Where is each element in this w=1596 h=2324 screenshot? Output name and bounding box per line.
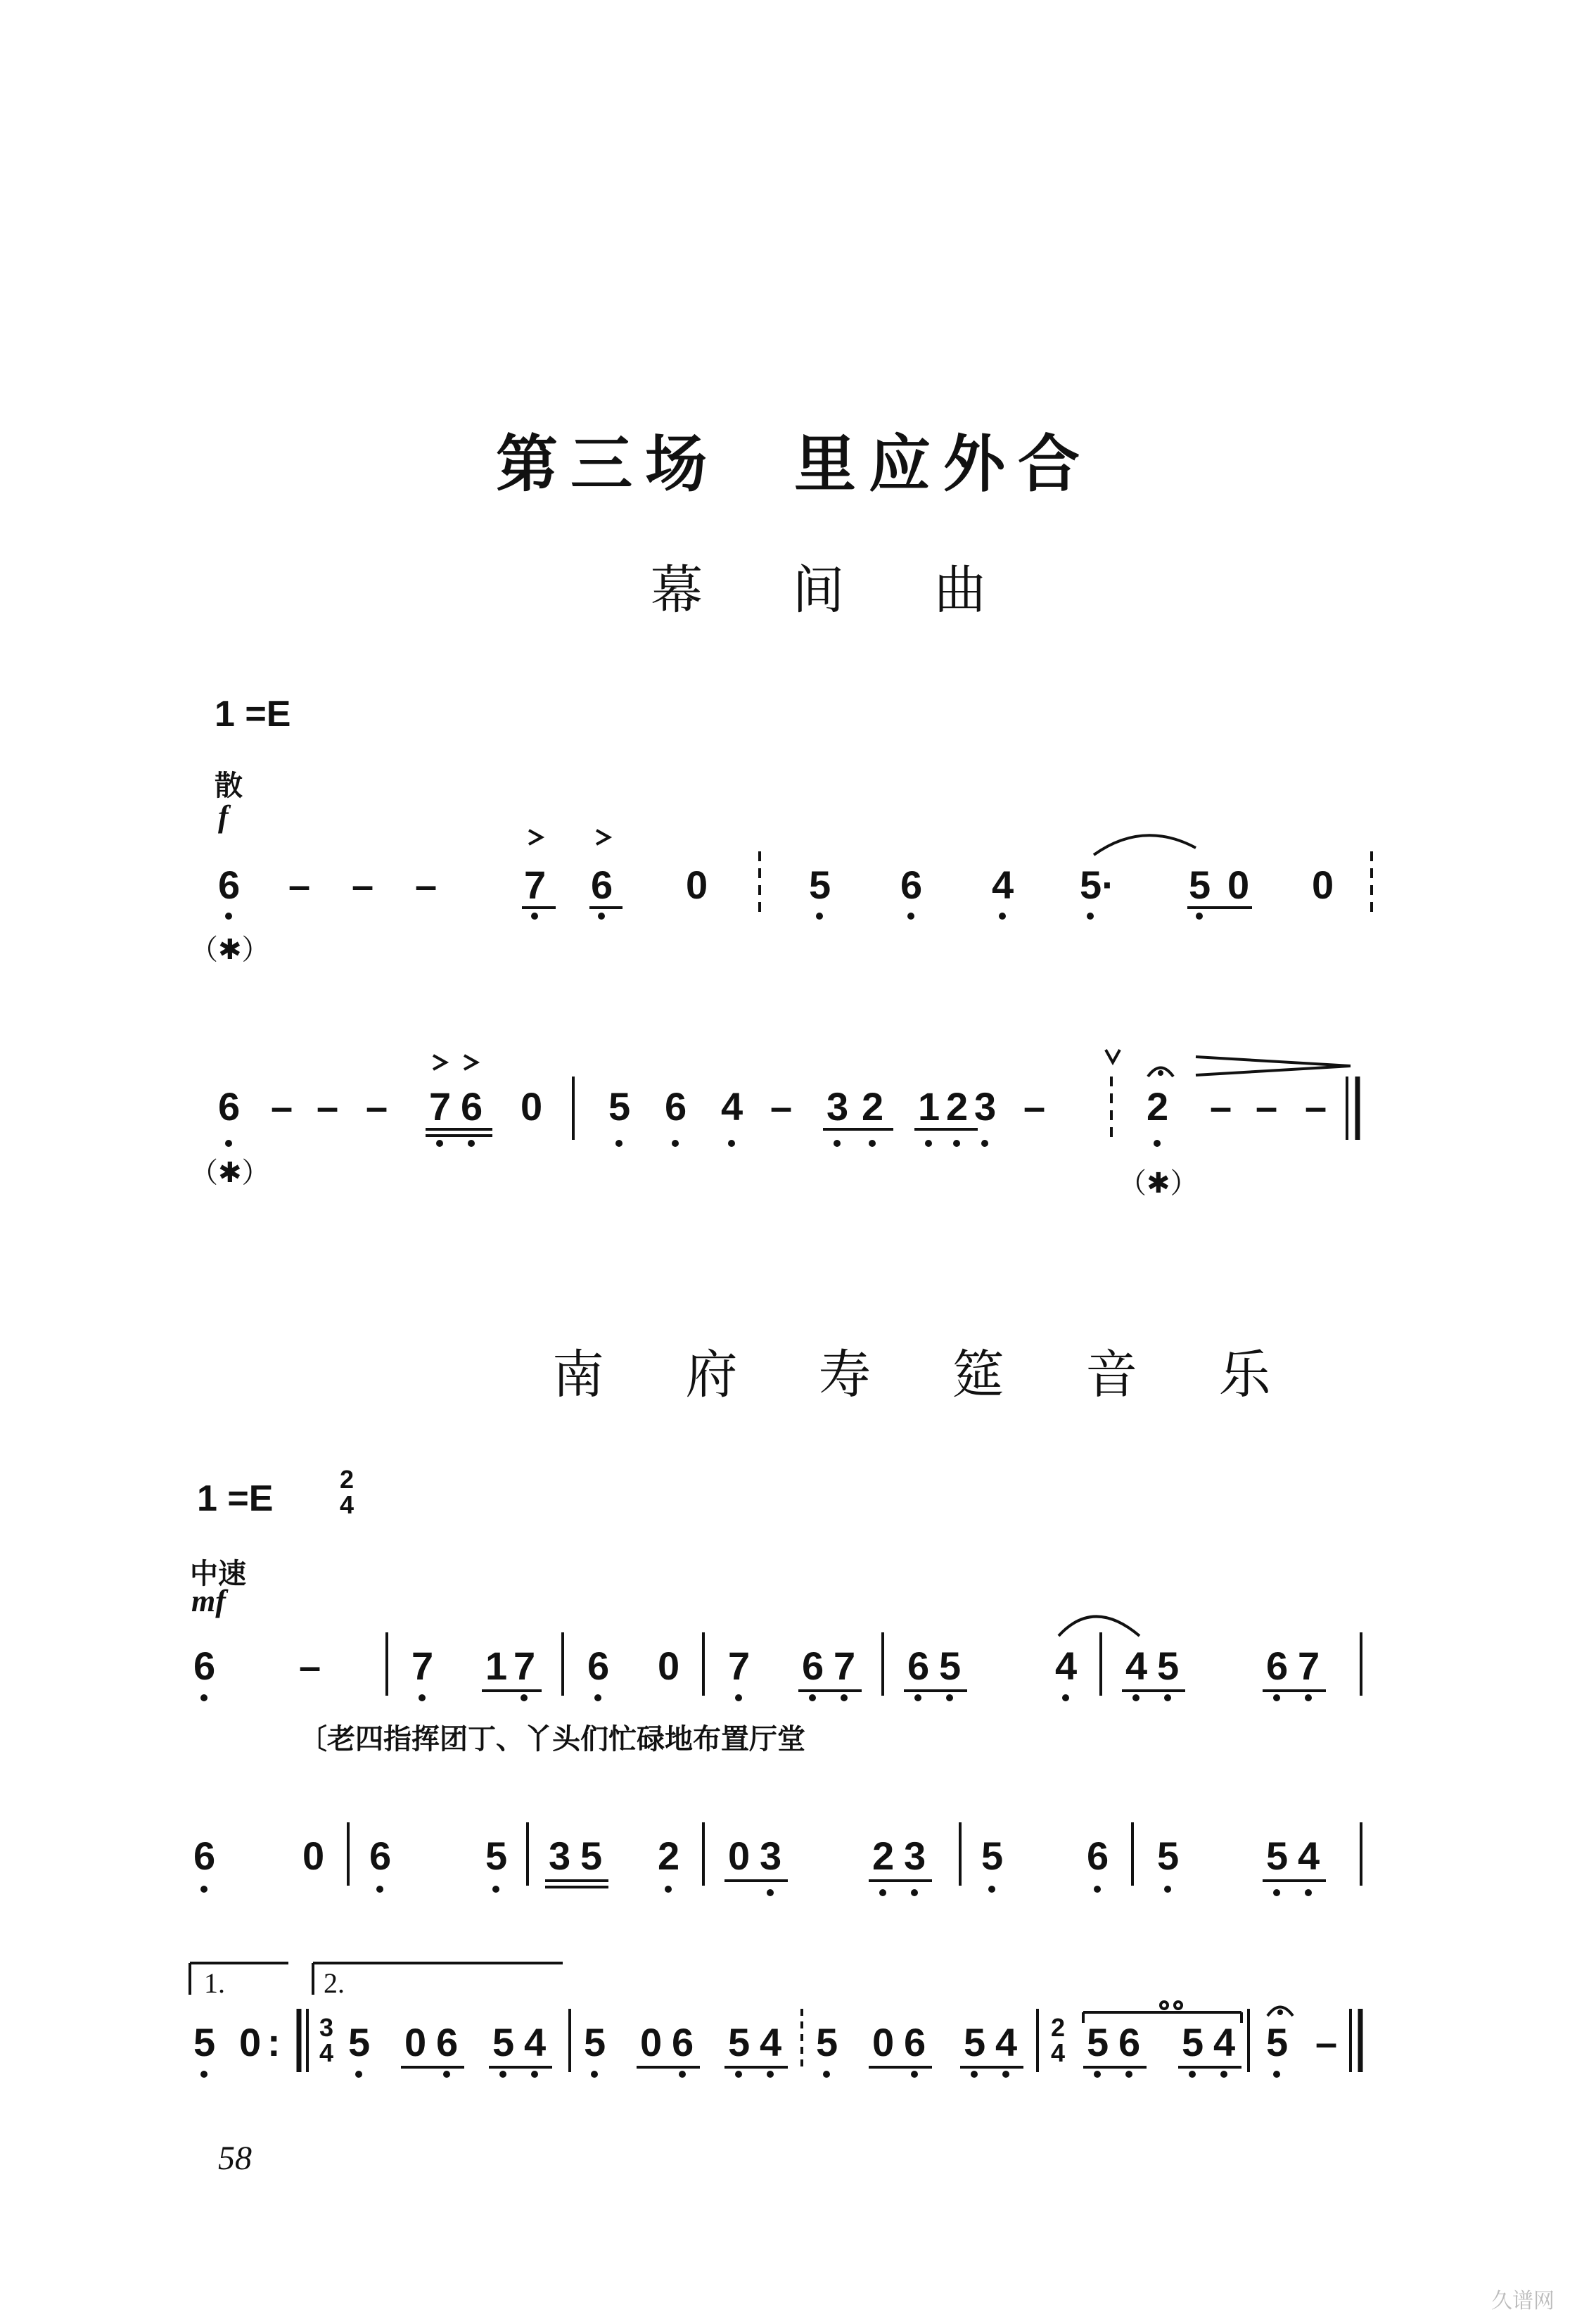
piece1-key: 1 =E — [215, 694, 291, 735]
note: 4 — [992, 863, 1014, 907]
note: 4 — [760, 2020, 782, 2064]
note: 0 — [404, 2020, 427, 2064]
note: – — [1256, 1084, 1278, 1129]
note: – — [299, 1644, 321, 1688]
note: – — [352, 863, 374, 907]
piece1-title: 幕 间 曲 — [651, 560, 1023, 621]
note: 6 — [193, 1834, 216, 1878]
note: 5 — [580, 1834, 603, 1878]
note: 5 — [1182, 2020, 1204, 2064]
note: 4 — [1125, 1644, 1148, 1688]
note: 4 — [995, 2020, 1018, 2064]
note: 6 — [900, 863, 923, 907]
piece2-dynamic: mf — [191, 1584, 226, 1618]
note: 6 — [1266, 1644, 1289, 1688]
note: 6 — [907, 1644, 930, 1688]
piece1-tempo: 散 — [215, 770, 243, 802]
note: 1 — [918, 1084, 940, 1129]
note: 0 — [640, 2020, 663, 2064]
note: 0 — [302, 1834, 325, 1878]
note: – — [288, 863, 311, 907]
note: – — [1315, 2020, 1338, 2064]
note: 6 — [369, 1834, 392, 1878]
note: 7 — [728, 1644, 751, 1688]
note: 5 — [981, 1834, 1004, 1878]
piece2-time-signature: 2 4 — [339, 1465, 355, 1519]
note: – — [415, 863, 438, 907]
note: 5· — [1080, 863, 1115, 907]
note: 6 — [1087, 1834, 1109, 1878]
time-signature-3-4: 3 4 — [319, 2013, 334, 2067]
note: 5 — [1157, 1644, 1180, 1688]
note: 2 — [946, 1084, 969, 1129]
note: – — [1210, 1084, 1232, 1129]
note: 0 — [521, 1084, 543, 1129]
note: 3 — [826, 1084, 849, 1129]
note: 3 — [549, 1834, 571, 1878]
note: 5 — [485, 1834, 508, 1878]
note: : — [267, 2020, 281, 2064]
note: – — [317, 1084, 339, 1129]
note: 4 — [1298, 1834, 1320, 1878]
note: 0 — [686, 863, 708, 907]
note: 6 — [802, 1644, 824, 1688]
note: 3 — [760, 1834, 782, 1878]
note: – — [1023, 1084, 1046, 1129]
piece1-row1-paren: （✱） — [190, 934, 270, 966]
watermark: 久谱网 — [1491, 2289, 1554, 2313]
note: 6 — [193, 1644, 216, 1688]
note: 0 — [872, 2020, 895, 2064]
note: 0 — [1227, 863, 1250, 907]
page-number: 58 — [218, 2140, 252, 2177]
piece1-row2-paren-left: （✱） — [190, 1157, 270, 1189]
note: 5 — [584, 2020, 606, 2064]
note: 2 — [658, 1834, 680, 1878]
note: 6 — [461, 1084, 483, 1129]
note: 6 — [665, 1084, 687, 1129]
note: 7 — [834, 1644, 856, 1688]
note: 2 — [862, 1084, 884, 1129]
piece2-tempo: 中速 — [190, 1558, 246, 1590]
piece2-key: 1 =E — [197, 1478, 274, 1519]
note: 5 — [964, 2020, 986, 2064]
note: – — [770, 1084, 793, 1129]
note: 0 — [1312, 863, 1334, 907]
note: 0 — [728, 1834, 751, 1878]
note: 5 — [608, 1084, 631, 1129]
note: 7 — [411, 1644, 434, 1688]
note: 0 — [239, 2020, 262, 2064]
note: 3 — [904, 1834, 926, 1878]
note: 4 — [1213, 2020, 1236, 2064]
note: 4 — [1055, 1644, 1078, 1688]
note: 2 — [1147, 1084, 1169, 1129]
time-signature-2-4: 2 4 — [1050, 2013, 1066, 2067]
piece1-dynamic: f — [218, 799, 229, 834]
note: 6 — [1118, 2020, 1141, 2064]
stage-direction: 〔老四指挥团丁、丫头们忙碌地布置厅堂 — [299, 1723, 805, 1755]
note: 5 — [492, 2020, 515, 2064]
note: 6 — [218, 863, 241, 907]
volta-1: 1. — [204, 1967, 225, 1999]
note: 5 — [939, 1644, 962, 1688]
note: 1 — [485, 1644, 508, 1688]
note: 0 — [658, 1644, 680, 1688]
note: – — [1305, 1084, 1327, 1129]
note: 5 — [193, 2020, 216, 2064]
note: 6 — [591, 863, 613, 907]
note: 5 — [816, 2020, 838, 2064]
note: – — [366, 1084, 388, 1129]
note: 6 — [436, 2020, 459, 2064]
note: 5 — [1157, 1834, 1180, 1878]
note: 5 — [1189, 863, 1211, 907]
note: 4 — [524, 2020, 547, 2064]
note: 5 — [728, 2020, 751, 2064]
note: 5 — [348, 2020, 371, 2064]
note: 5 — [809, 863, 831, 907]
note: 6 — [672, 2020, 694, 2064]
note: 7 — [1298, 1644, 1320, 1688]
note: 7 — [513, 1644, 536, 1688]
note: 4 — [721, 1084, 743, 1129]
note: 6 — [904, 2020, 926, 2064]
scene-title: 第三场 里应外合 — [496, 428, 1093, 500]
note: 5 — [1087, 2020, 1109, 2064]
note: 5 — [1266, 1834, 1289, 1878]
note: 2 — [872, 1834, 895, 1878]
note: – — [271, 1084, 293, 1129]
piece2-title: 南 府 寿 筵 音 乐 — [552, 1345, 1303, 1405]
note: 7 — [524, 863, 547, 907]
note: 7 — [429, 1084, 452, 1129]
piece1-row2-paren-right: （✱） — [1118, 1167, 1199, 1200]
note: 3 — [974, 1084, 997, 1129]
volta-2: 2. — [324, 1967, 345, 1999]
note: 6 — [218, 1084, 241, 1129]
note: 5 — [1266, 2020, 1289, 2064]
note: 6 — [587, 1644, 610, 1688]
